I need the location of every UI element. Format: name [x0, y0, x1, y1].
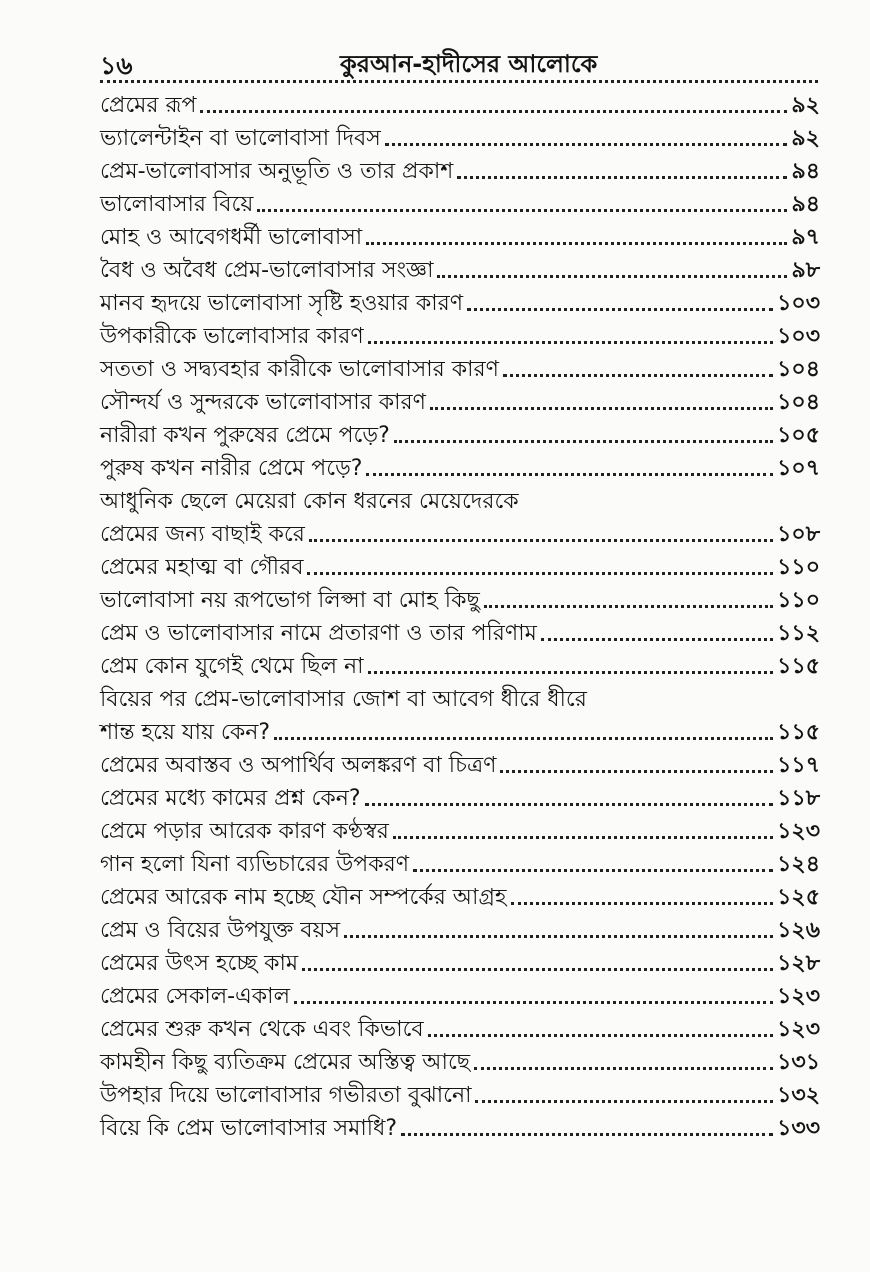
toc-dot-leader [257, 209, 787, 212]
toc-entry-page: ১০৩ [777, 324, 820, 349]
toc-entry [100, 680, 820, 713]
toc-entry-title: বৈধ ও অবৈধ প্রেম-ভালোবাসার সংজ্ঞা [100, 258, 434, 283]
toc-entry-title: আধুনিক ছেলে মেয়েরা কোন ধরনের মেয়েদেরকে [100, 489, 519, 514]
toc-entry [100, 284, 820, 317]
toc-entry-page: ১০৩ [777, 291, 820, 316]
toc-entry-page: ১৩৩ [777, 1116, 820, 1141]
toc-dot-leader [500, 770, 773, 773]
toc-entry-page: ১১৮ [777, 786, 820, 811]
toc-dot-leader [541, 638, 773, 641]
toc-entry-title: প্রেমে পড়ার আরেক কারণ কণ্ঠস্বর [100, 819, 389, 844]
toc-entry [100, 713, 820, 746]
toc-entry-title: প্রেমের মহাত্ম বা গৌরব [100, 555, 304, 580]
toc-entry-title: ভ্যালেন্টাইন বা ভালোবাসা দিবস [100, 126, 381, 151]
toc-entry-page: ১২৬ [777, 918, 820, 943]
toc-entry [100, 878, 820, 911]
toc-entry-page: ১২৫ [777, 885, 820, 910]
toc-dot-leader [401, 1133, 773, 1136]
toc-entry-page: ১১৭ [777, 753, 820, 778]
toc-entry-title: মানব হৃদয়ে ভালোবাসা সৃষ্টি হওয়ার কারণ [100, 291, 464, 316]
toc-entry-title: প্রেমের শুরু কখন থেকে এবং কিভাবে [100, 1017, 424, 1042]
toc-entry-title: বিয়ে কি প্রেম ভালোবাসার সমাধি? [100, 1116, 398, 1141]
toc-entry-page: ৯২ [791, 126, 820, 151]
toc-dot-leader [309, 539, 773, 542]
page-header [100, 44, 818, 84]
toc-dot-leader [344, 935, 773, 938]
toc-dot-leader [368, 341, 773, 344]
toc-entry-title: সৌন্দর্য ও সুন্দরকে ভালোবাসার কারণ [100, 390, 426, 415]
toc-entry-page: ১৩১ [777, 1050, 820, 1075]
toc-entry [100, 449, 820, 482]
toc-entry [100, 746, 820, 779]
toc-dot-leader [365, 803, 774, 806]
toc-dot-leader [474, 1067, 773, 1070]
toc-entry-title: প্রেমের জন্য বাছাই করে [100, 522, 305, 547]
toc-entry [100, 1043, 820, 1076]
toc-entry [100, 1010, 820, 1043]
toc-entry-title: ভালোবাসার বিয়ে [100, 192, 254, 217]
toc-entry-title: প্রেমের সেকাল-একাল [100, 984, 290, 1009]
table-of-contents [100, 86, 820, 1142]
toc-entry-title: প্রেম কোন যুগেই থেমে ছিল না [100, 654, 364, 679]
toc-dot-leader [302, 968, 773, 971]
toc-entry [100, 647, 820, 680]
toc-entry [100, 251, 820, 284]
toc-entry [100, 350, 820, 383]
toc-entry [100, 812, 820, 845]
toc-entry [100, 944, 820, 977]
toc-entry-page: ৯৪ [791, 192, 820, 217]
toc-dot-leader [294, 1001, 773, 1004]
toc-entry [100, 977, 820, 1010]
toc-entry [100, 911, 820, 944]
toc-entry-title: উপহার দিয়ে ভালোবাসার গভীরতা বুঝানো [100, 1083, 472, 1108]
header-dotted-rule [100, 80, 818, 83]
toc-entry-title: প্রেমের উৎস হচ্ছে কাম [100, 951, 299, 976]
toc-dot-leader [413, 869, 773, 872]
toc-entry-page: ১১০ [777, 588, 820, 613]
toc-entry [100, 185, 820, 218]
toc-entry-title: কামহীন কিছু ব্যতিক্রম প্রেমের অস্তিত্ব আছে [100, 1050, 471, 1075]
toc-entry-title: প্রেম ও ভালোবাসার নামে প্রতারণা ও তার পরিণাম [100, 621, 537, 646]
toc-entry [100, 779, 820, 812]
toc-entry [100, 416, 820, 449]
toc-dot-leader [503, 374, 773, 377]
toc-entry-title: সততা ও সদ্ব্যবহার কারীকে ভালোবাসার কারণ [100, 357, 499, 382]
toc-entry-page: ১১০ [777, 555, 820, 580]
toc-entry-page: ১২৩ [777, 819, 820, 844]
toc-dot-leader [200, 110, 787, 113]
toc-dot-leader [394, 440, 773, 443]
toc-entry-page: ১১২ [777, 621, 820, 646]
toc-entry-title: প্রেমের রূপ [100, 93, 197, 118]
toc-entry-page: ৯৮ [791, 258, 820, 283]
toc-entry [100, 218, 820, 251]
toc-entry [100, 119, 820, 152]
page-number: ১৬ [100, 51, 133, 80]
toc-entry [100, 1076, 820, 1109]
toc-entry [100, 581, 820, 614]
toc-entry [100, 515, 820, 548]
toc-entry [100, 86, 820, 119]
toc-dot-leader [393, 836, 773, 839]
toc-entry [100, 152, 820, 185]
toc-entry-page: ১২৪ [777, 852, 820, 877]
toc-entry-title: প্রেম-ভালোবাসার অনুভূতি ও তার প্রকাশ [100, 159, 454, 184]
toc-dot-leader [430, 407, 773, 410]
toc-entry-page: ৯৪ [791, 159, 820, 184]
toc-entry-page: ১০৮ [777, 522, 820, 547]
toc-entry-title: মোহ ও আবেগধর্মী ভালোবাসা [100, 225, 363, 250]
toc-entry-title: পুরুষ কখন নারীর প্রেমে পড়ে? [100, 456, 363, 481]
toc-dot-leader [368, 671, 774, 674]
toc-entry-title: বিয়ের পর প্রেম-ভালোবাসার জোশ বা আবেগ ধীরে ধীরে [100, 687, 587, 712]
toc-dot-leader [475, 1100, 773, 1103]
toc-dot-leader [511, 902, 774, 905]
toc-entry-title: প্রেমের আরেক নাম হচ্ছে যৌন সম্পর্কের আগ্রহ [100, 885, 507, 910]
toc-dot-leader [457, 176, 787, 179]
toc-entry [100, 845, 820, 878]
toc-dot-leader [467, 308, 773, 311]
toc-dot-leader [385, 143, 788, 146]
toc-entry-page: ১১৫ [777, 654, 820, 679]
toc-entry-title: নারীরা কখন পুরুষের প্রেমে পড়ে? [100, 423, 390, 448]
toc-dot-leader [437, 275, 787, 278]
toc-entry-page: ১২৩ [777, 1017, 820, 1042]
toc-entry-page: ১২৮ [777, 951, 820, 976]
toc-entry [100, 383, 820, 416]
toc-entry-page: ১০৫ [777, 423, 820, 448]
toc-entry-page: ১৩২ [777, 1083, 820, 1108]
toc-dot-leader [484, 605, 773, 608]
toc-entry [100, 317, 820, 350]
toc-dot-leader [307, 572, 773, 575]
toc-entry-title: গান হলো যিনা ব্যভিচারের উপকরণ [100, 852, 410, 877]
toc-dot-leader [366, 242, 787, 245]
toc-entry-page: ১০৪ [777, 390, 820, 415]
toc-entry-title: প্রেমের অবাস্তব ও অপার্থিব অলঙ্করণ বা চিত্রণ [100, 753, 497, 778]
running-title: কুরআন-হাদীসের আলোকে [340, 50, 598, 78]
toc-entry [100, 1109, 820, 1142]
toc-entry [100, 482, 820, 515]
toc-entry-page: ১০৪ [777, 357, 820, 382]
toc-entry-page: ৯২ [791, 93, 820, 118]
toc-entry-page: ১২৩ [777, 984, 820, 1009]
toc-dot-leader [366, 473, 773, 476]
toc-entry-title: ভালোবাসা নয় রূপভোগ লিপ্সা বা মোহ কিছু [100, 588, 480, 613]
toc-dot-leader [274, 737, 773, 740]
toc-entry [100, 614, 820, 647]
toc-entry-title: উপকারীকে ভালোবাসার কারণ [100, 324, 364, 349]
toc-dot-leader [428, 1034, 773, 1037]
toc-entry-page: ১১৫ [777, 720, 820, 745]
toc-entry-title: শান্ত হয়ে যায় কেন? [100, 720, 271, 745]
toc-entry [100, 548, 820, 581]
toc-entry-page: ১০৭ [777, 456, 820, 481]
toc-entry-title: প্রেম ও বিয়ের উপযুক্ত বয়স [100, 918, 341, 943]
toc-entry-title: প্রেমের মধ্যে কামের প্রশ্ন কেন? [100, 786, 361, 811]
toc-entry-page: ৯৭ [791, 225, 820, 250]
